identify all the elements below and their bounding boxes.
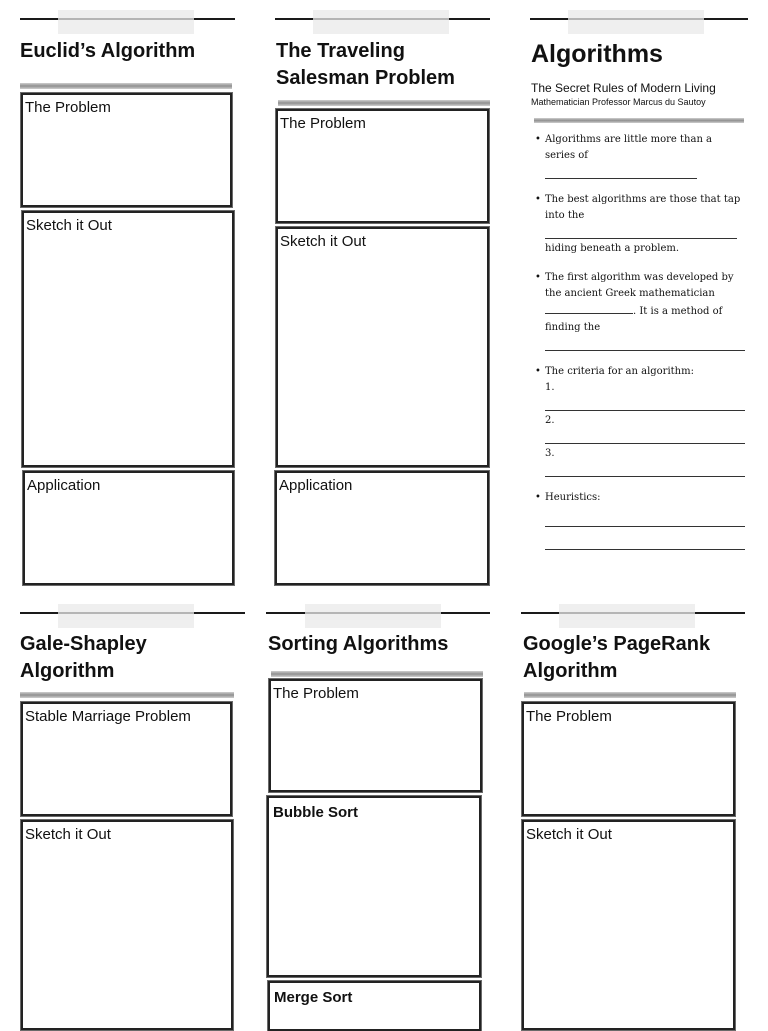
note-item [533,192,745,257]
fill-in-blank[interactable] [545,336,745,351]
euclid-application-box[interactable] [23,471,234,585]
title-underline [278,100,490,106]
notes-list [533,132,745,563]
tape [559,604,695,628]
fill-in-blank[interactable] [545,224,737,239]
title-underline [20,692,234,698]
note-item [533,490,745,550]
author-credit: Mathematician Professor Marcus du Sautoy [531,97,706,107]
panel-title-gale-shapley: Gale-Shapley Algorithm [20,633,147,682]
tsp-sketch-box[interactable] [276,227,489,467]
criteria-number: 3. [545,448,555,459]
tape [305,604,441,628]
note-item [533,364,745,477]
euclid-problem-box[interactable] [21,93,232,207]
euclid-sketch-box[interactable] [22,211,234,467]
box-label: The Problem [273,685,359,702]
tape [58,604,194,628]
fill-in-blank[interactable] [545,396,745,411]
fill-in-blank[interactable] [545,506,745,527]
note-item [533,270,745,351]
title-underline [534,118,744,123]
gale-problem-box[interactable] [21,702,232,816]
panel-title-sorting: Sorting Algorithms [268,633,449,655]
pagerank-problem-box[interactable] [522,702,735,816]
fill-in-blank[interactable] [545,462,745,477]
box-label: Sketch it Out [26,217,112,234]
note-text: Algorithms are little more than a series of [545,134,713,161]
box-label: Application [27,477,101,494]
pagerank-sketch-box[interactable] [522,820,735,1030]
box-label: Sketch it Out [526,826,612,843]
box-label: The Problem [526,708,612,725]
criteria-number: 2. [545,415,555,426]
fill-in-blank[interactable] [545,164,697,179]
fill-in-blank[interactable] [545,429,745,444]
fill-in-blank[interactable] [545,302,633,314]
page-title: Algorithms [531,40,663,68]
note-text: The criteria for an algorithm: [545,366,694,377]
criteria-number: 1. [545,382,555,393]
fill-in-blank[interactable] [545,529,745,550]
sorting-problem-box[interactable] [269,679,482,792]
bubble-sort-box[interactable] [267,796,481,977]
panel-title-tsp: The Traveling Salesman Problem [276,40,455,89]
box-label: Sketch it Out [25,826,111,843]
title-underline [271,671,483,677]
title-underline [524,692,736,698]
note-text: hiding beneath a problem. [545,243,680,254]
box-label: Stable Marriage Problem [25,708,191,725]
box-label: The Problem [25,99,111,116]
panel-title-pagerank: Google’s PageRank Algorithm [523,633,711,682]
note-text: The best algorithms are those that tap into the [545,194,741,221]
box-label: Application [279,477,353,494]
tape [568,10,704,34]
tape [58,10,194,34]
note-text: . It is a method of finding the [545,306,723,333]
note-text: Heuristics: [545,492,601,503]
box-label: Sketch it Out [280,233,366,250]
tsp-application-box[interactable] [275,471,489,585]
note-text: The first algorithm was developed by the ancient Greek mathematician [545,272,734,299]
box-label: Bubble Sort [273,804,358,821]
box-label: Merge Sort [274,989,353,1006]
gale-sketch-box[interactable] [21,820,233,1030]
tape [313,10,449,34]
subtitle: The Secret Rules of Modern Living [531,81,716,95]
title-underline [20,83,232,89]
box-label: The Problem [280,115,366,132]
note-item [533,132,745,179]
panel-title-euclid: Euclid’s Algorithm [20,40,196,62]
tsp-problem-box[interactable] [276,109,489,223]
